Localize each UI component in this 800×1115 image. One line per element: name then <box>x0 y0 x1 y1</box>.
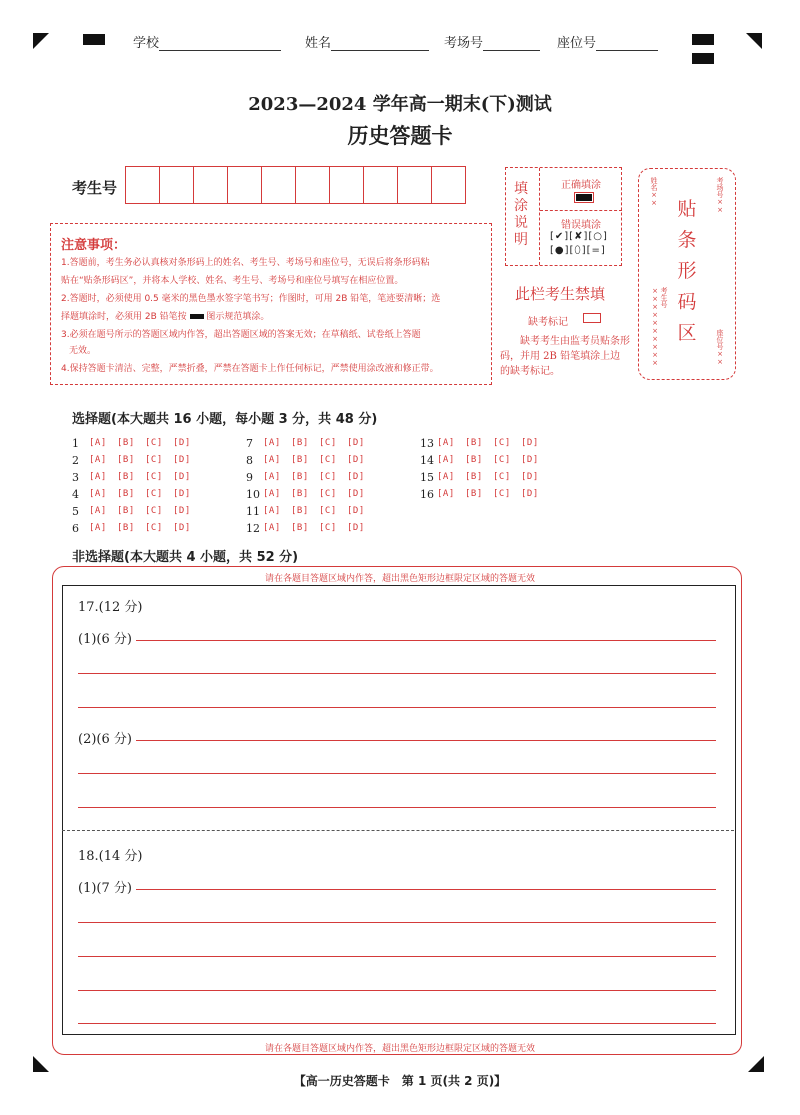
answer-line[interactable] <box>136 640 716 641</box>
answer-line[interactable] <box>136 740 716 741</box>
correct-fill-label: 正确填涂 <box>561 180 601 191</box>
answer-line[interactable] <box>78 707 716 708</box>
barcode-exam-room-label: 考场号×× <box>716 177 724 214</box>
answer-line[interactable] <box>78 807 716 808</box>
mc-question-row[interactable]: 5 [A] [B] [C] [D] <box>72 505 191 518</box>
question-18-title: 18.(14 分) <box>78 849 143 864</box>
mc-column-3 <box>420 435 549 503</box>
correct-fill-example <box>576 194 592 201</box>
exam-number-grid[interactable] <box>125 166 466 204</box>
mc-question-row[interactable]: 2 [A] [B] [C] [D] <box>72 454 191 467</box>
name-field[interactable]: 姓名 <box>305 32 429 51</box>
answer-area[interactable] <box>62 585 736 1035</box>
answer-line[interactable] <box>78 1023 716 1024</box>
answer-line[interactable] <box>78 990 716 991</box>
answer-area-warning-top: 请在各题目答题区域内作答，超出黑色矩形边框限定区域的答题无效 <box>264 574 535 584</box>
absent-mark-label: 缺考标记 <box>528 317 568 328</box>
answer-line[interactable] <box>78 922 716 923</box>
registration-mark-top-left <box>33 33 49 49</box>
mc-question-row[interactable]: 6 [A] [B] [C] [D] <box>72 522 191 535</box>
registration-mark-top-right-bar1 <box>692 34 714 45</box>
question-divider <box>62 830 734 831</box>
registration-mark-bottom-left <box>33 1056 49 1072</box>
fill-instructions <box>505 167 622 266</box>
note-line: 3.必须在题号所示的答题区域内作答，超出答题区域的答案无效；在草稿纸、试卷纸上答题 <box>61 330 421 340</box>
registration-mark-bottom-right <box>748 1056 764 1072</box>
barcode-area-title: 贴条形码区 <box>677 198 697 344</box>
wrong-fill-examples-1: [✔][✘][○] <box>550 231 608 242</box>
note-line: 贴在“贴条形码区”，并将本人学校、姓名、考生号、考场号和座位号填写在相应位置。 <box>61 276 404 286</box>
exam-title: 2023—2024 学年高一期末(下)测试 <box>248 94 552 115</box>
note-line: 无效。 <box>69 346 97 356</box>
note-line: 2.答题时，必须使用 0.5 毫米的黑色墨水签字笔书写；作图时，可用 2B 铅笔，笔迹要清晰；选 <box>61 294 441 304</box>
mc-question-row[interactable]: 7 [A] [B] [C] [D] <box>246 437 365 450</box>
mc-question-row[interactable]: 8 [A] [B] [C] [D] <box>246 454 365 467</box>
mc-question-row[interactable]: 15 [A] [B] [C] [D] <box>420 471 539 484</box>
mc-question-row[interactable]: 9 [A] [B] [C] [D] <box>246 471 365 484</box>
exam-number-label: 考生号 <box>72 179 118 197</box>
mc-question-row[interactable]: 11 [A] [B] [C] [D] <box>246 505 365 518</box>
answer-line[interactable] <box>136 889 716 890</box>
mc-question-row[interactable]: 16 [A] [B] [C] [D] <box>420 488 539 501</box>
mc-question-row[interactable]: 1 [A] [B] [C] [D] <box>72 437 191 450</box>
answer-area-warning-bottom: 请在各题目答题区域内作答，超出黑色矩形边框限定区域的答题无效 <box>264 1044 535 1054</box>
wrong-fill-label: 错误填涂 <box>561 220 601 231</box>
card-title: 历史答题卡 <box>347 124 453 148</box>
barcode-name-label: 姓名×× <box>650 177 658 207</box>
exam-room-field[interactable]: 考场号 <box>444 32 540 51</box>
answer-line[interactable] <box>78 773 716 774</box>
mc-question-row[interactable]: 10 [A] [B] [C] [D] <box>246 488 365 501</box>
mc-question-row[interactable]: 12 [A] [B] [C] [D] <box>246 522 365 535</box>
mc-column-2 <box>246 435 375 537</box>
page-footer: 【高一历史答题卡 第 1 页(共 2 页)】 <box>293 1074 507 1088</box>
absent-note: 缺考考生由监考员贴条形码，并用 2B 铅笔填涂上边的缺考标记。 <box>500 336 630 377</box>
note-line: 择题填涂时，必须用 2B 铅笔按 图示规范填涂。 <box>61 312 270 322</box>
non-mc-section-heading: 非选择题(本大题共 4 小题，共 52 分) <box>72 550 299 565</box>
school-field[interactable]: 学校 <box>133 32 281 51</box>
answer-line[interactable] <box>78 956 716 957</box>
proctor-only-title: 此栏考生禁填 <box>515 285 606 303</box>
fill-instructions-title: 填涂说明 <box>514 181 528 248</box>
barcode-exam-number-label: 考生号×××××××××× <box>651 287 668 367</box>
note-line: 4.保持答题卡清洁、完整，严禁折叠，严禁在答题卡上作任何标记，严禁使用涂改液和修正带。 <box>61 364 439 374</box>
mc-question-row[interactable]: 4 [A] [B] [C] [D] <box>72 488 191 501</box>
mc-question-row[interactable]: 13 [A] [B] [C] [D] <box>420 437 539 450</box>
registration-mark-top-right-bar2 <box>692 53 714 64</box>
answer-line[interactable] <box>78 673 716 674</box>
question-17-part-2: (2)(6 分) <box>78 732 132 747</box>
mc-column-1 <box>72 435 201 537</box>
question-18-part-1: (1)(7 分) <box>78 881 132 896</box>
notes-title: 注意事项： <box>61 238 127 253</box>
seat-number-field[interactable]: 座位号 <box>557 32 658 51</box>
registration-mark-top-left-bar <box>83 34 105 45</box>
mc-question-row[interactable]: 14 [A] [B] [C] [D] <box>420 454 539 467</box>
question-17-title: 17.(12 分) <box>78 600 143 615</box>
notes-box <box>50 223 492 385</box>
mc-question-row[interactable]: 3 [A] [B] [C] [D] <box>72 471 191 484</box>
mc-section-heading: 选择题(本大题共 16 小题，每小题 3 分，共 48 分) <box>72 412 378 427</box>
wrong-fill-examples-2: [●][⬯][=] <box>550 245 606 256</box>
barcode-seat-label: 座位号×× <box>716 329 724 366</box>
absent-mark-box[interactable] <box>583 313 601 323</box>
registration-mark-top-right <box>746 33 762 49</box>
filled-mark-example <box>190 314 204 319</box>
note-line: 1.答题前，考生务必认真核对条形码上的姓名、考生号、考场号和座位号，无误后将条形码粘 <box>61 258 430 268</box>
barcode-area <box>638 168 736 380</box>
question-17-part-1: (1)(6 分) <box>78 632 132 647</box>
